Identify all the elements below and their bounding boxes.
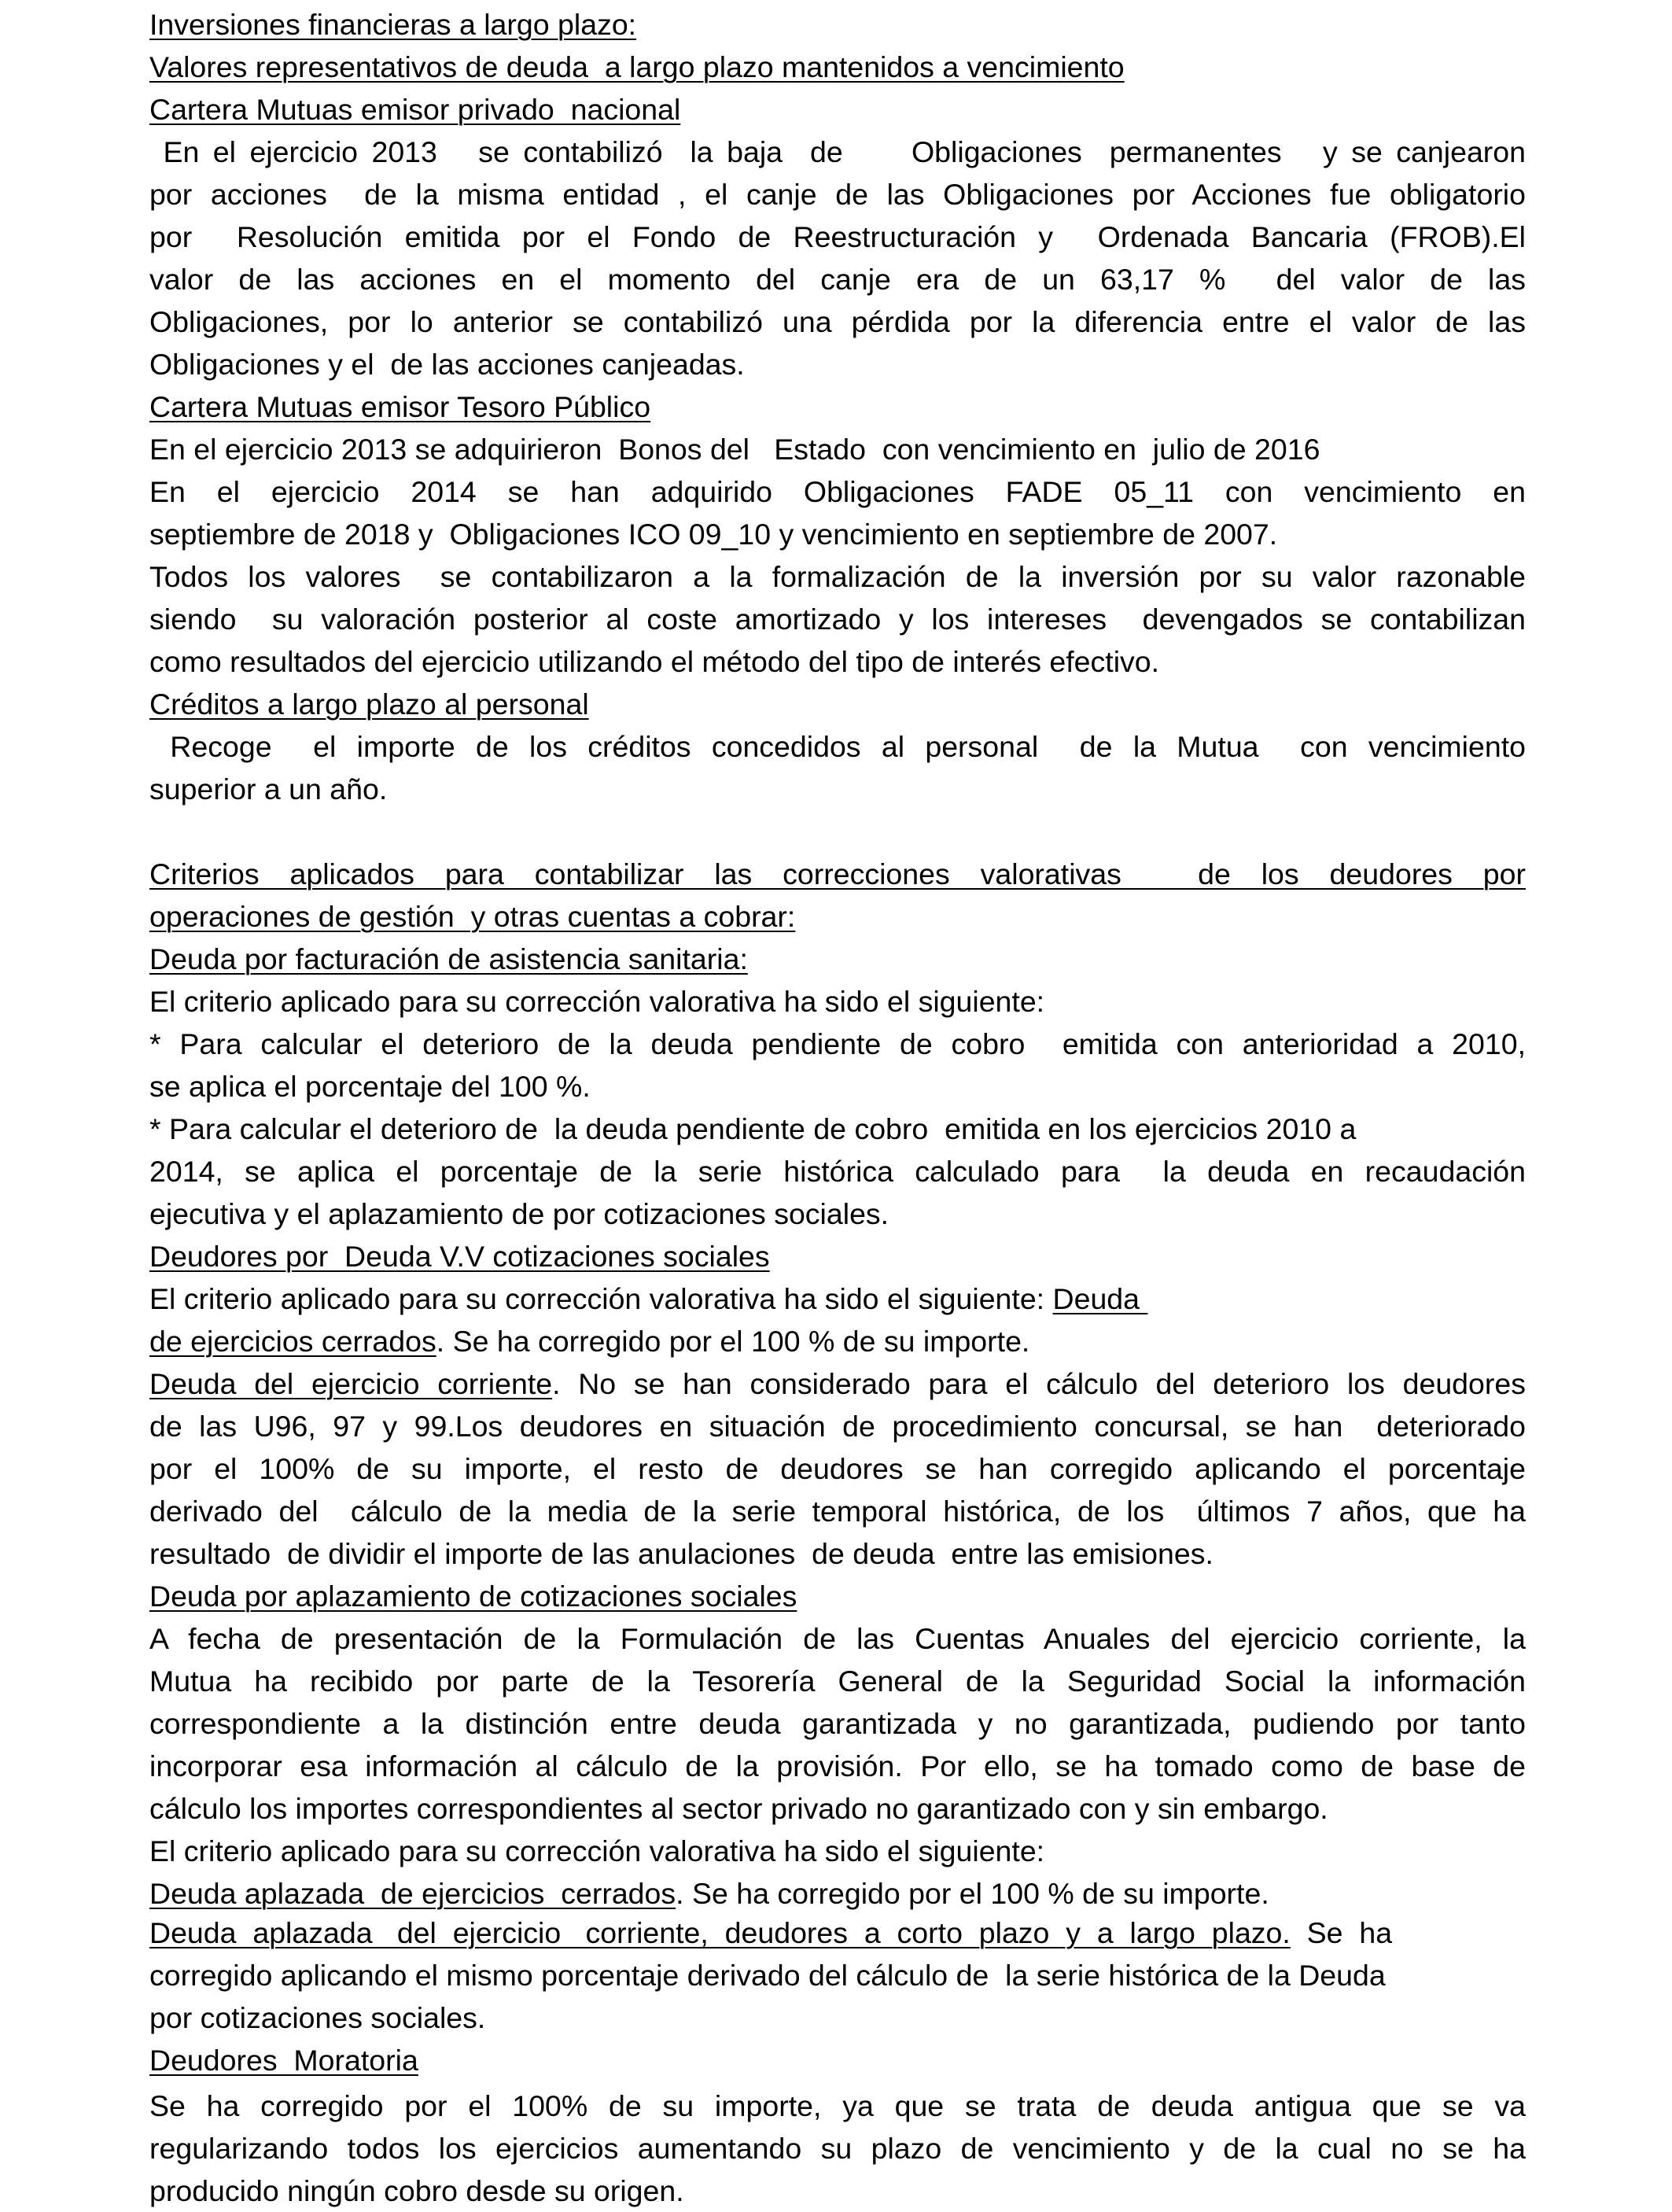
paragraph-line: [149, 1915, 1526, 1957]
paragraph-line: [149, 1320, 1526, 1362]
paragraph-line: regularizando todos los ejercicios aumentando su plazo de vencimiento y de la cual no se ha: [149, 2132, 1526, 2165]
paragraph-line: producido ningún cobro desde su origen.: [149, 2174, 684, 2207]
paragraph-line: septiembre de 2018 y Obligaciones ICO 09_10 y vencimiento en septiembre de 2007.: [149, 518, 1278, 551]
inline-underlined-text: Deuda aplazada del ejercicio corriente, deudores a corto plazo y a largo plazo.: [149, 1916, 1291, 1949]
paragraph-line: valor de las acciones en el momento del canje era de un 63,17 % del valor de las: [149, 263, 1526, 296]
subheading-valores-deuda: Valores representativos de deuda a largo plazo mantenidos a vencimiento: [149, 50, 1125, 83]
paragraph-line: * Para calcular el deterioro de la deuda pendiente de cobro emitida con anterioridad a 2010,: [149, 1027, 1526, 1060]
subheading-aplazamiento: Deuda por aplazamiento de cotizaciones sociales: [149, 1580, 797, 1613]
paragraph-line: A fecha de presentación de la Formulación de las Cuentas Anuales del ejercicio corriente, la: [149, 1622, 1526, 1655]
paragraph-line: Mutua ha recibido por parte de la Tesorería General de la Seguridad Social la información: [149, 1665, 1526, 1698]
subheading-cartera-privado: Cartera Mutuas emisor privado nacional: [149, 93, 681, 126]
paragraph-line: por acciones de la misma entidad , el canje de las Obligaciones por Acciones fue obligatorio: [149, 178, 1526, 211]
paragraph-line: corregido aplicando el mismo porcentaje derivado del cálculo de la serie histórica de la Deuda: [149, 1959, 1386, 1992]
inline-text: Se ha: [1290, 1916, 1393, 1949]
paragraph-line: Obligaciones, por lo anterior se contabilizó una pérdida por la diferencia entre el valor de las: [149, 305, 1526, 338]
paragraph-line: resultado de dividir el importe de las anulaciones de deuda entre las emisiones.: [149, 1537, 1213, 1570]
inline-underlined-text: Deuda aplazada de ejercicios cerrados: [149, 1877, 676, 1910]
subheading-creditos-personal: Créditos a largo plazo al personal: [149, 688, 589, 721]
subheading-cartera-tesoro: Cartera Mutuas emisor Tesoro Público: [149, 390, 651, 423]
section-heading-inversiones: Inversiones financieras a largo plazo:: [149, 8, 637, 41]
paragraph-line: [149, 1872, 1526, 1915]
paragraph-line: En el ejercicio 2014 se han adquirido Obligaciones FADE 05_11 con vencimiento en: [149, 475, 1526, 508]
subheading-moratoria: Deudores Moratoria: [149, 2044, 418, 2077]
paragraph-line: como resultados del ejercicio utilizando el método del tipo de interés efectivo.: [149, 645, 1160, 678]
inline-text: . No se han considerado para el cálculo del deterioro los deudores: [552, 1367, 1526, 1400]
section-heading-criterios-cont: operaciones de gestión y otras cuentas a cobrar:: [149, 900, 796, 933]
paragraph-line: siendo su valoración posterior al coste amortizado y los intereses devengados se contabilizan: [149, 603, 1526, 636]
inline-text: . Se ha corregido por el 100 % de su importe.: [676, 1877, 1269, 1910]
paragraph-line: El criterio aplicado para su corrección valorativa ha sido el siguiente:: [149, 985, 1045, 1018]
paragraph-line: [149, 1362, 1526, 1405]
subheading-facturacion: Deuda por facturación de asistencia sanitaria:: [149, 942, 748, 975]
paragraph-line: por Resolución emitida por el Fondo de Reestructuración y Ordenada Bancaria (FROB).El: [149, 220, 1526, 253]
paragraph-line: por cotizaciones sociales.: [149, 2001, 486, 2034]
paragraph-line: de las U96, 97 y 99.Los deudores en situación de procedimiento concursal, se han deteriorado: [149, 1410, 1526, 1443]
subheading-deuda-vv: Deudores por Deuda V.V cotizaciones sociales: [149, 1240, 770, 1273]
paragraph-line: 2014, se aplica el porcentaje de la serie histórica calculado para la deuda en recaudación: [149, 1155, 1526, 1188]
paragraph-line: por el 100% de su importe, el resto de deudores se han corregido aplicando el porcentaje: [149, 1452, 1526, 1485]
paragraph-line: se aplica el porcentaje del 100 %.: [149, 1070, 591, 1103]
paragraph-line: En el ejercicio 2013 se adquirieron Bonos del Estado con vencimiento en julio de 2016: [149, 433, 1320, 466]
inline-text: El criterio aplicado para su corrección valorativa ha sido el siguiente:: [149, 1282, 1053, 1315]
paragraph-line: En el ejercicio 2013 se contabilizó la baja de Obligaciones permanentes y se canjearon: [149, 135, 1526, 168]
paragraph-line: ejecutiva y el aplazamiento de por cotizaciones sociales.: [149, 1197, 889, 1230]
inline-underlined-text: de ejercicios cerrados: [149, 1325, 436, 1358]
inline-underlined-text: Deuda: [1052, 1282, 1148, 1315]
paragraph-line: incorporar esa información al cálculo de la provisión. Por ello, se ha tomado como de base de: [149, 1749, 1526, 1783]
section-heading-criterios: Criterios aplicados para contabilizar las correcciones valorativas de los deudores por: [149, 857, 1526, 890]
paragraph-line: Recoge el importe de los créditos concedidos al personal de la Mutua con vencimiento: [149, 730, 1526, 763]
document-page: [149, 3, 1526, 2212]
inline-underlined-text: Deuda del ejercicio corriente: [149, 1367, 553, 1400]
paragraph-line: correspondiente a la distinción entre deuda garantizada y no garantizada, pudiendo por tanto: [149, 1707, 1526, 1740]
paragraph-line: Obligaciones y el de las acciones canjeadas.: [149, 348, 745, 381]
blank-line: [149, 810, 1526, 853]
paragraph-line: cálculo los importes correspondientes al sector privado no garantizado con y sin embargo.: [149, 1792, 1328, 1825]
paragraph-line: superior a un año.: [149, 772, 388, 806]
paragraph-line: * Para calcular el deterioro de la deuda pendiente de cobro emitida en los ejercicios 2010 a: [149, 1112, 1357, 1145]
paragraph-line: El criterio aplicado para su corrección valorativa ha sido el siguiente:: [149, 1834, 1045, 1867]
paragraph-line: derivado del cálculo de la media de la serie temporal histórica, de los últimos 7 años, que ha: [149, 1495, 1526, 1528]
inline-text: . Se ha corregido por el 100 % de su importe.: [436, 1325, 1030, 1358]
paragraph-line: Todos los valores se contabilizaron a la formalización de la inversión por su valor razonable: [149, 560, 1526, 593]
paragraph-line: Se ha corregido por el 100% de su importe, ya que se trata de deuda antigua que se va: [149, 2089, 1526, 2122]
paragraph-line: [149, 1277, 1526, 1320]
